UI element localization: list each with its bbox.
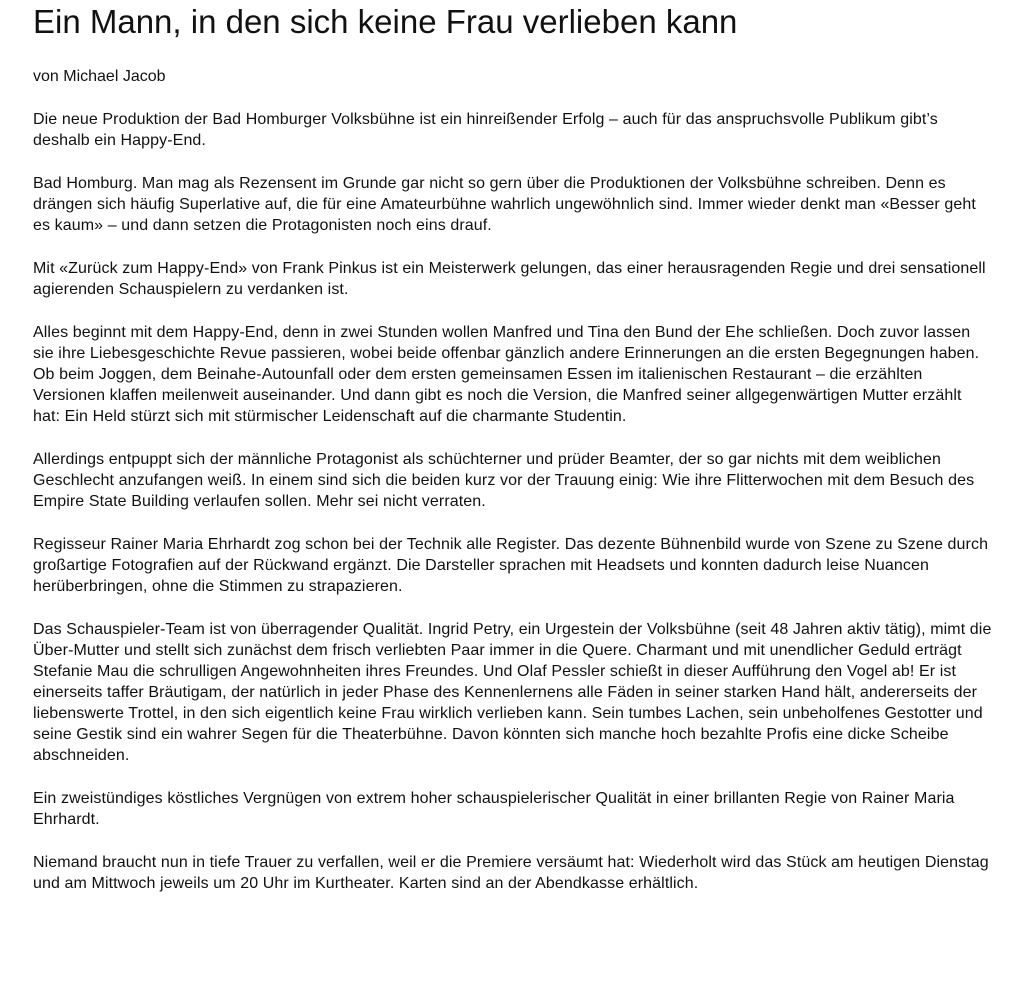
article-paragraph: Niemand braucht nun in tiefe Trauer zu verfallen, weil er die Premiere versäumt hat: Wiederholt wird das Stück am heutigen Dienstag und am Mittwoch jeweils um 20 Uhr im Kurtheater. Karten sind an der Abendkasse erhältlich. (33, 854, 989, 892)
article-paragraph: Allerdings entpuppt sich der männliche Protagonist als schüchterner und prüder Beamter, der so gar nichts mit dem weiblichen Geschlecht anzufangen weiß. In einem sind sich die beiden kurz vor der Trauung einig: Wie ihre Flitterwochen mit dem Besuch des Empire State Building verlaufen sollen. Mehr sei nicht verraten. (33, 451, 975, 510)
article-byline: von Michael Jacob (33, 68, 166, 85)
article-paragraph: Das Schauspieler-Team ist von überragender Qualität. Ingrid Petry, ein Urgestein der Volksbühne (seit 48 Jahren aktiv tätig), mimt die Über-Mutter und stellt sich zunächst dem frisch verliebten Paar immer in die Quere. Charmant und mit unendlicher Geduld erträgt Stefanie Mau die schrulligen Angewohnheiten ihres Freundes. Und Olaf Pessler schießt in dieser Aufführung den Vogel ab! Er ist einerseits taffer Bräutigam, der natürlich in jeder Phase des Kennenlernens alle Fäden in seiner starken Hand hält, andererseits der liebenswerte Trottel, in den sich eigentlich keine Frau wirklich verlieben kann. Sein tumbes Lachen, sein unbeholfenes Gestotter und seine Gestik sind ein wahrer Segen für die Theaterbühne. Davon könnten sich manche hoch bezahlte Profis eine dicke Scheibe abschneiden. (33, 621, 992, 764)
article-paragraph: Mit «Zurück zum Happy-End» von Frank Pinkus ist ein Meisterwerk gelungen, das einer herausragenden Regie und drei sensationell agierenden Schauspielern zu verdanken ist. (33, 260, 986, 298)
article-paragraph: Bad Homburg. Man mag als Rezensent im Grunde gar nicht so gern über die Produktionen der Volksbühne schreiben. Denn es drängen sich häufig Superlative auf, die für eine Amateurbühne wahrlich ungewöhnlich sind. Immer wieder denkt man «Besser geht es kaum» – und dann setzen die Protagonisten noch eins drauf. (33, 175, 976, 234)
article-paragraph: Alles beginnt mit dem Happy-End, denn in zwei Stunden wollen Manfred und Tina den Bund der Ehe schließen. Doch zuvor lassen sie ihre Liebesgeschichte Revue passieren, wobei beide offenbar gänzlich andere Erinnerungen an die ersten Begegnungen haben. Ob beim Joggen, dem Beinahe-Autounfall oder dem ersten gemeinsamen Essen im italienischen Restaurant – die erzählten Versionen klaffen meilenweit auseinander. Und dann gibt es noch die Version, die Manfred seiner allgegenwärtigen Mutter erzählt hat: Ein Held stürzt sich mit stürmischer Leidenschaft auf die charmante Studentin. (33, 324, 980, 425)
article-paragraph: Regisseur Rainer Maria Ehrhardt zog schon bei der Technik alle Register. Das dezente Bühnenbild wurde von Szene zu Szene durch großartige Fotografien auf der Rückwand ergänzt. Die Darsteller sprachen mit Headsets und konnten dadurch leise Nuancen herüberbringen, ohne die Stimmen zu strapazieren. (33, 536, 989, 595)
article-lead-paragraph: Die neue Produktion der Bad Homburger Volksbühne ist ein hinreißender Erfolg – auch für das anspruchsvolle Publikum gibt’s deshalb ein Happy-End. (33, 111, 938, 149)
article-paragraph: Ein zweistündiges köstliches Vergnügen von extrem hoher schauspielerischer Qualität in einer brillanten Regie von Rainer Maria Ehrhardt. (33, 790, 955, 828)
article (33, 0, 993, 894)
article-title: Ein Mann, in den sich keine Frau verlieben kann (33, 3, 738, 40)
